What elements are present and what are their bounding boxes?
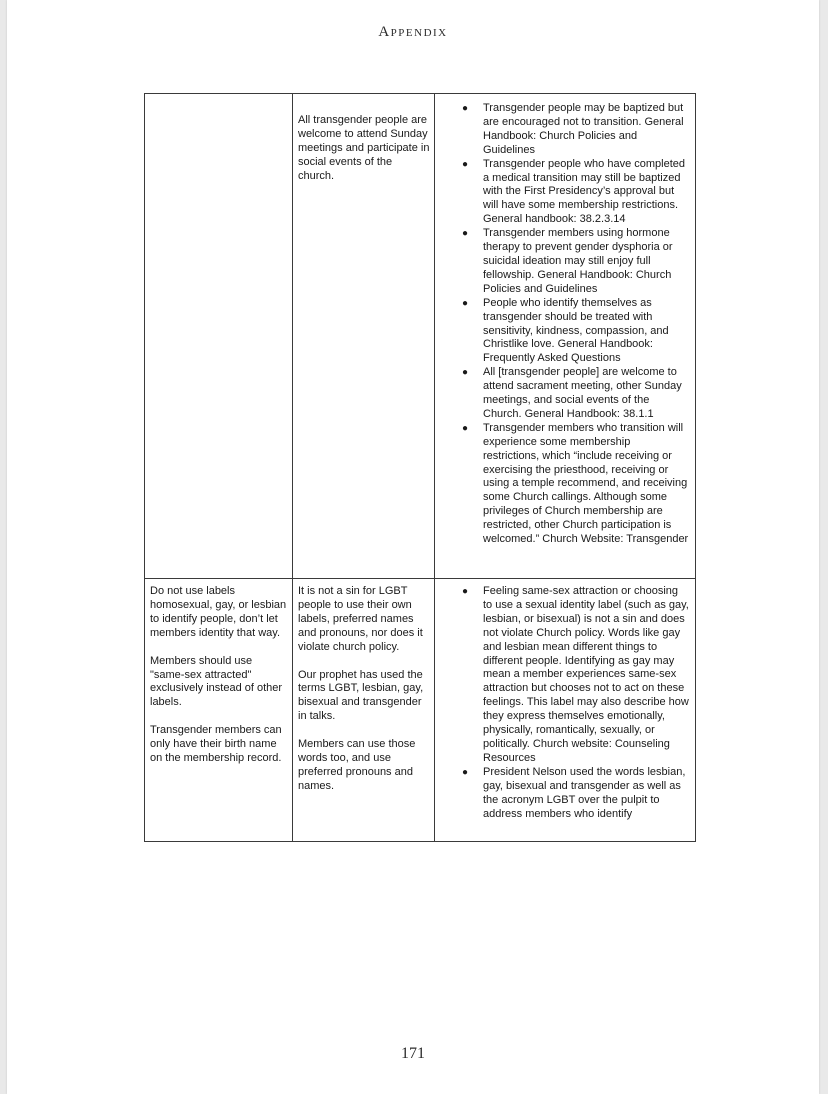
list-item: ● Feeling same-sex attraction or choosing to use a sexual identity label (such as gay, lesbian, or bisexual) is not a sin and does not violate Church policy. Words like gay and lesbian mean different things to different people. Identifying as gay may mean a member experiences same-sex attraction but chooses not to act on these feelings. This label may also describe how they express themselves emotionally, physically, romantically, sexually, or politically. Church website: Counseling Resources [462, 585, 689, 764]
document-page [7, 0, 819, 1094]
table-cell [293, 94, 435, 579]
table-cell [145, 579, 293, 842]
bullet-icon: ● [462, 586, 469, 597]
bullet-icon: ● [462, 297, 469, 309]
cell-paragraph: Members should use "same-sex attracted" exclusively instead of other labels. [150, 654, 283, 709]
list-item: ● People who identify themselves as transgender should be treated with sensitivity, kindness, compassion, and Christlike love. General Handbook: Frequently Asked Questions [462, 296, 669, 365]
cell-paragraph: It is not a sin for LGBT people to use their own labels, preferred names and pronouns, nor does it violate church policy. [298, 585, 423, 653]
page-number: 171 [401, 1045, 425, 1062]
cell-text [145, 94, 292, 103]
list-item: ● Transgender members who transition will experience some membership restrictions, which “include receiving or exercising the priesthood, receiving or using a temple recommend, and receiving some Church callings. Although some privileges of Church membership are restricted, other Church participation is welcomed.” Church Website: Transgender [462, 421, 689, 546]
cell-text: All transgender people are welcome to attend Sunday meetings and participate in social events of the church. [298, 114, 430, 182]
bullet-list [440, 585, 691, 821]
bullet-list [440, 102, 691, 547]
table-row [145, 579, 696, 842]
bullet-icon: ● [462, 422, 469, 434]
bullet-icon: ● [462, 103, 469, 114]
list-item: ● All [transgender people] are welcome to attend sacrament meeting, other Sunday meetings, and social events of the Church. General Handbook: 38.1.1 [462, 366, 682, 420]
running-head: Appendix [378, 24, 448, 40]
cell-paragraph: Members can use those words too, and use preferred pronouns and names. [298, 738, 416, 792]
list-item: ● President Nelson used the words lesbian, gay, bisexual and transgender as well as the acronym LGBT over the pulpit to address members who identify [462, 765, 686, 820]
cell-paragraph: Transgender members can only have their birth name on the membership record. [150, 724, 282, 765]
list-item: ● Transgender people who have completed a medical transition may still be baptized with the First Presidency’s approval but will have some membership restrictions. General handbook: 38.2.3.14 [462, 157, 686, 226]
bullet-icon: ● [462, 228, 469, 240]
list-item: ● Transgender members using hormone therapy to prevent gender dysphoria or suicidal ideation may still enjoy full fellowship. General Handbook: Church Policies and Guidelines [462, 227, 673, 295]
cell-paragraph: Do not use labels homosexual, gay, or lesbian to identify people, don’t let members identity that way. [150, 585, 287, 639]
bullet-icon: ● [462, 367, 469, 379]
cell-paragraph: Our prophet has used the terms LGBT, lesbian, gay, bisexual and transgender in talks. [298, 668, 424, 723]
bullet-icon: ● [462, 766, 469, 778]
table-cell [435, 579, 696, 842]
table-row [145, 94, 696, 579]
table-cell [435, 94, 696, 579]
list-item: ● Transgender people may be baptized but are encouraged not to transition. General Handbook: Church Policies and Guidelines [462, 102, 684, 156]
table-cell [145, 94, 293, 579]
bullet-icon: ● [462, 158, 469, 170]
table-cell [293, 579, 435, 842]
policy-comparison-table [144, 93, 696, 842]
